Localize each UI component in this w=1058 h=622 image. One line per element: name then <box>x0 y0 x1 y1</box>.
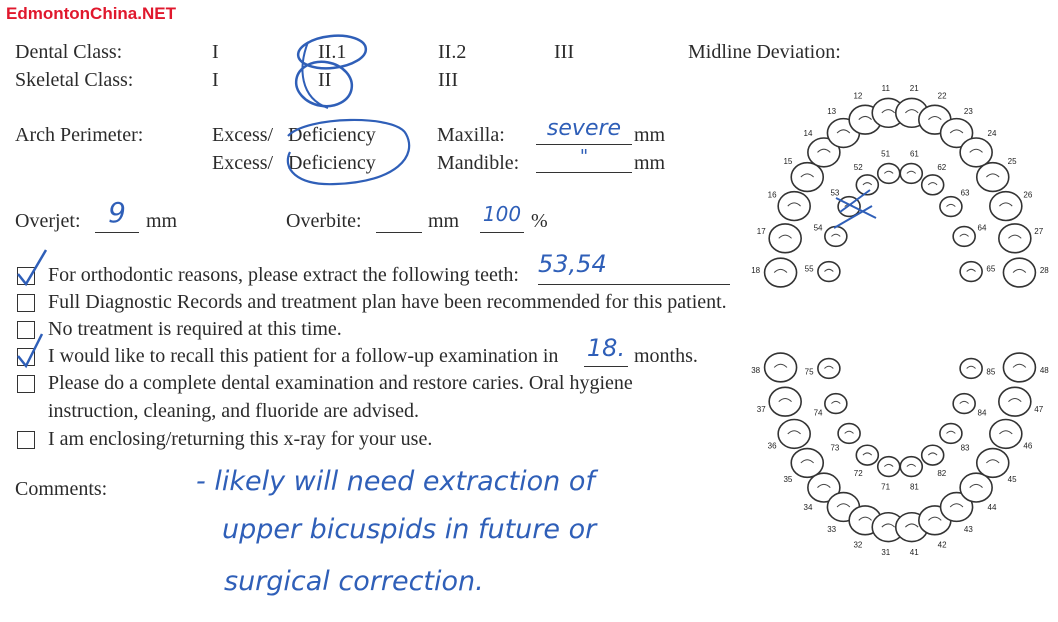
tooth-number-85: 85 <box>986 367 996 377</box>
tooth-73[interactable] <box>830 424 860 453</box>
tooth-number-42: 42 <box>937 540 947 550</box>
tooth-54[interactable] <box>814 223 847 246</box>
upper-arch-diagram[interactable] <box>748 80 1053 305</box>
overjet-unit: mm <box>146 210 178 232</box>
class-selection-circles <box>288 28 378 118</box>
comments-label: Comments: <box>15 478 108 500</box>
skeletal-class-option-1[interactable]: I <box>212 69 219 91</box>
tooth-83[interactable] <box>940 424 970 453</box>
checklist-no-treatment-text: No treatment is required at this time. <box>48 318 342 340</box>
tooth-85[interactable] <box>960 359 996 379</box>
arch-mandible-excess[interactable]: Excess/ <box>212 152 274 174</box>
tooth-number-62: 62 <box>937 163 947 173</box>
tooth-number-48: 48 <box>1039 365 1049 375</box>
tooth-number-13: 13 <box>827 106 837 116</box>
comment-line-1: - likely will need extraction of <box>196 466 595 497</box>
tooth-number-17: 17 <box>756 227 766 237</box>
tooth-number-47: 47 <box>1034 404 1044 414</box>
tooth-number-15: 15 <box>783 157 793 167</box>
tooth-37[interactable] <box>757 387 801 416</box>
tooth-number-25: 25 <box>1007 157 1017 167</box>
watermark-logo: EdmontonChina.NET <box>6 4 176 23</box>
overbite-value-field[interactable] <box>376 208 422 233</box>
tooth-number-82: 82 <box>937 468 947 478</box>
tooth-number-35: 35 <box>783 474 793 484</box>
tooth-number-71: 71 <box>881 482 891 492</box>
tooth-72[interactable] <box>854 445 879 478</box>
skeletal-class-option-3[interactable]: III <box>438 69 458 91</box>
tooth-number-33: 33 <box>827 525 837 535</box>
tooth-47[interactable] <box>999 387 1044 416</box>
tooth-number-21: 21 <box>909 83 919 93</box>
tooth-number-14: 14 <box>803 129 813 139</box>
tooth-number-81: 81 <box>909 482 919 492</box>
tooth-38[interactable] <box>751 353 796 382</box>
checkbox-dental-exam[interactable] <box>17 375 35 393</box>
tooth-16[interactable] <box>768 190 811 220</box>
dental-class-option-4[interactable]: III <box>554 41 574 63</box>
tooth-51[interactable] <box>878 150 900 184</box>
tooth-62[interactable] <box>922 163 947 195</box>
maxilla-unit: mm <box>634 124 666 146</box>
tooth-number-11: 11 <box>881 83 890 93</box>
tooth-number-37: 37 <box>756 404 766 414</box>
tooth-number-53: 53 <box>830 188 840 198</box>
tooth-number-26: 26 <box>1023 190 1033 200</box>
maxilla-value-field[interactable]: severe <box>536 116 632 145</box>
dental-class-option-2[interactable]: II.1 <box>318 41 347 63</box>
tooth-number-84: 84 <box>977 408 987 418</box>
tooth-17[interactable] <box>757 224 801 253</box>
checklist-diagnostic-records-text: Full Diagnostic Records and treatment plan have been recommended for this patient. <box>48 291 727 313</box>
tooth-number-75: 75 <box>804 367 814 377</box>
comment-line-2: upper bicuspids in future or <box>222 514 597 545</box>
tooth-82[interactable] <box>922 445 947 478</box>
comment-line-3: surgical correction. <box>224 566 484 597</box>
skeletal-class-option-2[interactable]: II <box>318 69 332 91</box>
recall-months-field[interactable]: 18. <box>584 334 628 367</box>
arch-perimeter-label: Arch Perimeter: <box>15 124 144 146</box>
tooth-61[interactable] <box>900 150 922 184</box>
tooth-36[interactable] <box>768 420 811 451</box>
tooth-number-83: 83 <box>960 443 970 453</box>
checklist-extract-teeth-text: For orthodontic reasons, please extract the following teeth: <box>48 264 519 286</box>
tooth-number-36: 36 <box>767 441 777 451</box>
tooth-71[interactable] <box>878 457 900 492</box>
tooth-number-52: 52 <box>853 163 863 173</box>
mandible-label: Mandible: <box>437 152 520 174</box>
tooth-52[interactable] <box>854 163 879 195</box>
dental-class-label: Dental Class: <box>15 41 123 63</box>
tooth-48[interactable] <box>1003 353 1049 382</box>
tooth-number-12: 12 <box>853 91 863 101</box>
tooth-number-51: 51 <box>881 149 891 159</box>
tooth-number-61: 61 <box>909 149 919 159</box>
overjet-value-field[interactable]: 9 <box>95 196 139 233</box>
checklist-dental-exam-text-2: instruction, cleaning, and fluoride are advised. <box>48 400 419 422</box>
mandible-value-field[interactable]: " <box>536 146 632 173</box>
tooth-63[interactable] <box>940 188 970 216</box>
arch-maxilla-deficiency[interactable]: Deficiency <box>288 124 376 146</box>
tooth-number-54: 54 <box>813 223 823 233</box>
tooth-number-73: 73 <box>830 443 840 453</box>
tooth-number-18: 18 <box>751 266 761 276</box>
recall-months-suffix: months. <box>634 345 698 367</box>
tooth-64[interactable] <box>953 223 987 246</box>
mandible-unit: mm <box>634 152 666 174</box>
skeletal-class-label: Skeletal Class: <box>15 69 134 91</box>
arch-mandible-deficiency[interactable]: Deficiency <box>288 152 376 174</box>
overjet-label: Overjet: <box>15 210 81 232</box>
tooth-number-38: 38 <box>751 365 761 375</box>
tooth-number-72: 72 <box>853 468 863 478</box>
tooth-27[interactable] <box>999 224 1044 253</box>
tooth-number-44: 44 <box>987 502 997 512</box>
maxilla-label: Maxilla: <box>437 124 505 146</box>
tooth-number-16: 16 <box>767 190 777 200</box>
tooth-28[interactable] <box>1003 258 1049 287</box>
dental-class-option-1[interactable]: I <box>212 41 219 63</box>
tooth-number-43: 43 <box>963 525 973 535</box>
tooth-46[interactable] <box>990 420 1033 451</box>
tooth-number-63: 63 <box>960 188 970 198</box>
tooth-number-23: 23 <box>963 106 973 116</box>
checkbox-xray[interactable] <box>17 431 35 449</box>
tooth-75[interactable] <box>805 359 840 379</box>
checklist-recall-text: I would like to recall this patient for a follow-up examination in <box>48 345 559 367</box>
tooth-number-32: 32 <box>853 540 863 550</box>
tooth-65[interactable] <box>960 262 996 282</box>
tooth-number-74: 74 <box>813 408 823 418</box>
tooth-number-27: 27 <box>1034 227 1044 237</box>
tooth-18[interactable] <box>751 258 796 287</box>
lower-arch-diagram[interactable] <box>748 335 1053 560</box>
tooth-number-31: 31 <box>881 548 891 558</box>
deficiency-circle <box>276 112 426 192</box>
checklist-dental-exam-text: Please do a complete dental examination and restore caries. Oral hygiene <box>48 372 633 394</box>
overbite-label: Overbite: <box>286 210 362 232</box>
dental-class-option-3[interactable]: II.2 <box>438 41 467 63</box>
tooth-74[interactable] <box>814 394 847 418</box>
tooth-number-41: 41 <box>909 548 919 558</box>
tooth-number-46: 46 <box>1023 441 1033 451</box>
tooth-number-64: 64 <box>977 223 987 233</box>
checkmark-icons <box>12 244 52 374</box>
tooth-number-22: 22 <box>937 91 947 101</box>
tooth-55[interactable] <box>805 262 840 282</box>
checklist-xray-text: I am enclosing/returning this x-ray for your use. <box>48 428 433 450</box>
tooth-number-28: 28 <box>1039 266 1049 276</box>
tooth-number-55: 55 <box>804 264 814 274</box>
arch-maxilla-excess[interactable]: Excess/ <box>212 124 274 146</box>
tooth-number-65: 65 <box>986 264 996 274</box>
tooth-84[interactable] <box>953 394 987 418</box>
overbite-percent-field[interactable]: 100 <box>480 202 524 233</box>
tooth-81[interactable] <box>900 457 922 492</box>
tooth-number-24: 24 <box>987 129 997 139</box>
extract-teeth-field[interactable]: 53,54 <box>538 250 730 285</box>
midline-deviation-label: Midline Deviation: <box>688 41 841 63</box>
tooth-number-45: 45 <box>1007 474 1017 484</box>
overbite-unit: mm <box>428 210 460 232</box>
tooth-26[interactable] <box>990 190 1033 220</box>
tooth-number-34: 34 <box>803 502 813 512</box>
overbite-percent-unit: % <box>531 210 548 232</box>
